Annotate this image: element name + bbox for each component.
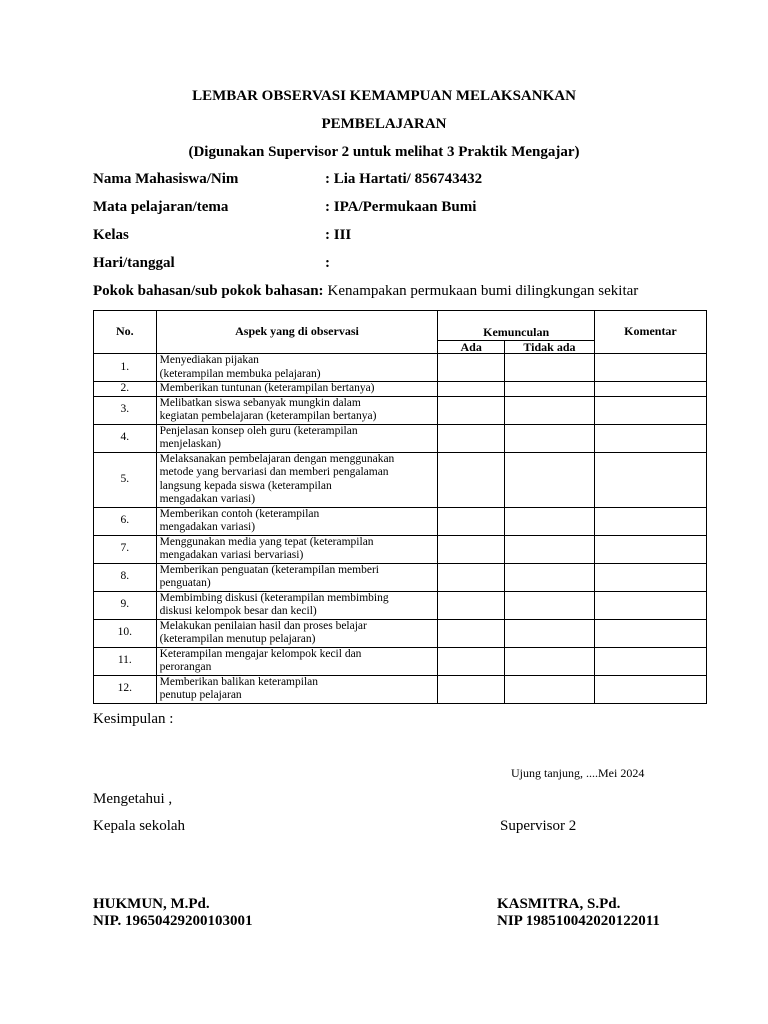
table-row bbox=[94, 396, 707, 424]
field-label: Nama Mahasiswa/Nim bbox=[93, 171, 239, 187]
tidak-ada-cell[interactable] bbox=[505, 563, 595, 591]
aspect-line: Menyediakan pijakan bbox=[159, 354, 259, 366]
table-body bbox=[94, 354, 707, 704]
field-kelas bbox=[93, 227, 351, 244]
header-tidak-ada: Tidak ada bbox=[505, 340, 595, 353]
row-number: 10. bbox=[94, 619, 157, 647]
row-aspect bbox=[156, 382, 438, 397]
row-number: 7. bbox=[94, 535, 157, 563]
kepala-sekolah-label: Kepala sekolah bbox=[93, 818, 186, 834]
supervisor-nip: NIP 198510042020122011 bbox=[497, 913, 660, 929]
row-number: 1. bbox=[94, 354, 157, 382]
aspect-line: (keterampilan membuka pelajaran) bbox=[159, 367, 321, 380]
kepala-sekolah-nip: NIP. 1965042920010300​1 bbox=[93, 913, 253, 929]
tidak-ada-cell[interactable] bbox=[505, 354, 595, 382]
aspect-line: Melakukan penilaian hasil dan proses belajar bbox=[159, 619, 367, 632]
komentar-cell[interactable] bbox=[594, 647, 706, 675]
aspect-line: Memberikan tuntunan (keterampilan bertanya) bbox=[159, 382, 375, 394]
table-row bbox=[94, 354, 707, 382]
aspect-line: mengadakan variasi) bbox=[159, 493, 256, 505]
ada-cell[interactable] bbox=[438, 675, 505, 703]
header-kemunculan: Kemunculan bbox=[438, 311, 595, 341]
row-number: 2. bbox=[94, 382, 157, 397]
header-komentar: Komentar bbox=[594, 311, 706, 354]
tidak-ada-cell[interactable] bbox=[505, 591, 595, 619]
table-row bbox=[94, 452, 707, 507]
komentar-cell[interactable] bbox=[594, 354, 706, 382]
field-label: Kelas bbox=[93, 227, 129, 243]
aspect-line: Melibatkan siswa sebanyak mungkin dalam bbox=[159, 396, 361, 409]
table-row bbox=[94, 563, 707, 591]
row-number: 3. bbox=[94, 396, 157, 424]
ada-cell[interactable] bbox=[438, 563, 505, 591]
ada-cell[interactable] bbox=[438, 354, 505, 382]
row-number: 11. bbox=[94, 647, 157, 675]
aspect-line: menjelaskan) bbox=[159, 438, 221, 450]
header-ada: Ada bbox=[438, 340, 505, 353]
field-nama bbox=[93, 171, 482, 188]
mengetahui-label: Mengetahui , bbox=[93, 791, 173, 807]
aspect-line: Memberikan balikan keterampilan bbox=[159, 675, 318, 688]
ada-cell[interactable] bbox=[438, 591, 505, 619]
aspect-line: Menggunakan media yang tepat (keterampilan bbox=[159, 535, 374, 548]
tidak-ada-cell[interactable] bbox=[505, 396, 595, 424]
row-number: 9. bbox=[94, 591, 157, 619]
kepala-sekolah-name: HUKMUN, M.Pd. bbox=[93, 896, 210, 912]
field-value: : III bbox=[325, 227, 352, 243]
table-row bbox=[94, 619, 707, 647]
row-aspect bbox=[156, 507, 438, 535]
row-number: 4. bbox=[94, 424, 157, 452]
aspect-line: (keterampilan menutup pelajaran) bbox=[159, 633, 316, 645]
komentar-cell[interactable] bbox=[594, 619, 706, 647]
place-date: Ujung tanjung, ....Mei 2024 bbox=[511, 766, 645, 780]
field-pokok-bahasan bbox=[93, 283, 638, 300]
table-row bbox=[94, 424, 707, 452]
komentar-cell[interactable] bbox=[594, 591, 706, 619]
tidak-ada-cell[interactable] bbox=[505, 647, 595, 675]
row-number: 5. bbox=[94, 452, 157, 507]
komentar-cell[interactable] bbox=[594, 563, 706, 591]
aspect-line: Memberikan contoh (keterampilan bbox=[159, 507, 320, 520]
aspect-line: Memberikan penguatan (keterampilan memberi bbox=[159, 563, 379, 576]
field-value: : IPA/Permukaan Bumi bbox=[325, 199, 477, 215]
ada-cell[interactable] bbox=[438, 424, 505, 452]
komentar-cell[interactable] bbox=[594, 675, 706, 703]
komentar-cell[interactable] bbox=[594, 382, 706, 397]
tidak-ada-cell[interactable] bbox=[505, 619, 595, 647]
aspect-line: Penjelasan konsep oleh guru (keterampilan bbox=[159, 424, 358, 437]
table-row bbox=[94, 675, 707, 703]
field-label: Pokok bahasan/sub pokok bahasan: bbox=[93, 283, 324, 299]
row-aspect bbox=[156, 396, 438, 424]
row-aspect bbox=[156, 452, 438, 507]
subtitle: (Digunakan Supervisor 2 untuk melihat 3 Praktik Mengajar) bbox=[188, 144, 580, 160]
row-aspect bbox=[156, 619, 438, 647]
aspect-line: diskusi kelompok besar dan kecil) bbox=[159, 605, 317, 617]
supervisor-name: KASMITRA, S.Pd. bbox=[497, 896, 621, 912]
aspect-line: mengadakan variasi) bbox=[159, 521, 256, 533]
row-aspect bbox=[156, 535, 438, 563]
table-row bbox=[94, 535, 707, 563]
komentar-cell[interactable] bbox=[594, 507, 706, 535]
aspect-line: perorangan bbox=[159, 661, 212, 673]
kesimpulan-label: Kesimpulan : bbox=[93, 711, 174, 727]
table-row bbox=[94, 382, 707, 397]
row-number: 12. bbox=[94, 675, 157, 703]
observation-table bbox=[93, 310, 707, 704]
row-aspect bbox=[156, 563, 438, 591]
title-line-1: LEMBAR OBSERVASI KEMAMPUAN MELAKSANKAN bbox=[192, 88, 576, 104]
row-aspect bbox=[156, 647, 438, 675]
aspect-line: penguatan) bbox=[159, 577, 211, 589]
ada-cell[interactable] bbox=[438, 647, 505, 675]
header-aspek: Aspek yang di observasi bbox=[156, 311, 438, 354]
aspect-line: langsung kepada siswa (keterampilan bbox=[159, 479, 332, 492]
supervisor-label: Supervisor 2 bbox=[500, 818, 577, 834]
ada-cell[interactable] bbox=[438, 619, 505, 647]
title-line-2: PEMBELAJARAN bbox=[321, 116, 447, 132]
field-value: : bbox=[325, 255, 330, 271]
komentar-cell[interactable] bbox=[594, 396, 706, 424]
aspect-line: penutup pelajaran bbox=[159, 689, 242, 701]
field-hari-tanggal bbox=[93, 255, 330, 272]
aspect-line: mengadakan variasi bervariasi) bbox=[159, 549, 304, 561]
aspect-line: Membimbing diskusi (keterampilan membimbing bbox=[159, 591, 389, 604]
ada-cell[interactable] bbox=[438, 535, 505, 563]
row-number: 6. bbox=[94, 507, 157, 535]
ada-cell[interactable] bbox=[438, 452, 505, 507]
komentar-cell[interactable] bbox=[594, 424, 706, 452]
field-value: Kenampakan permukaan bumi dilingkungan sekitar bbox=[327, 283, 639, 299]
ada-cell[interactable] bbox=[438, 507, 505, 535]
aspect-line: metode yang bervariasi dan memberi pengalaman bbox=[159, 466, 389, 478]
ada-cell[interactable] bbox=[438, 396, 505, 424]
row-number: 8. bbox=[94, 563, 157, 591]
field-mata-pelajaran bbox=[93, 199, 476, 216]
komentar-cell[interactable] bbox=[594, 452, 706, 507]
row-aspect bbox=[156, 675, 438, 703]
tidak-ada-cell[interactable] bbox=[505, 507, 595, 535]
aspect-line: Melaksanakan pembelajaran dengan menggunakan bbox=[159, 452, 395, 465]
table-row bbox=[94, 591, 707, 619]
tidak-ada-cell[interactable] bbox=[505, 424, 595, 452]
table-row bbox=[94, 507, 707, 535]
header-no: No. bbox=[94, 311, 157, 354]
aspect-line: Keterampilan mengajar kelompok kecil dan bbox=[159, 647, 362, 660]
row-aspect bbox=[156, 591, 438, 619]
tidak-ada-cell[interactable] bbox=[505, 675, 595, 703]
ada-cell[interactable] bbox=[438, 382, 505, 397]
tidak-ada-cell[interactable] bbox=[505, 382, 595, 397]
row-aspect bbox=[156, 424, 438, 452]
aspect-line: kegiatan pembelajaran (keterampilan bertanya) bbox=[159, 410, 377, 422]
komentar-cell[interactable] bbox=[594, 535, 706, 563]
field-value: : Lia Hartati/ 856743432 bbox=[325, 171, 483, 187]
table-row bbox=[94, 647, 707, 675]
tidak-ada-cell[interactable] bbox=[505, 452, 595, 507]
tidak-ada-cell[interactable] bbox=[505, 535, 595, 563]
field-label: Mata pelajaran/tema bbox=[93, 199, 229, 215]
row-aspect bbox=[156, 354, 438, 382]
field-label: Hari/tanggal bbox=[93, 255, 175, 271]
